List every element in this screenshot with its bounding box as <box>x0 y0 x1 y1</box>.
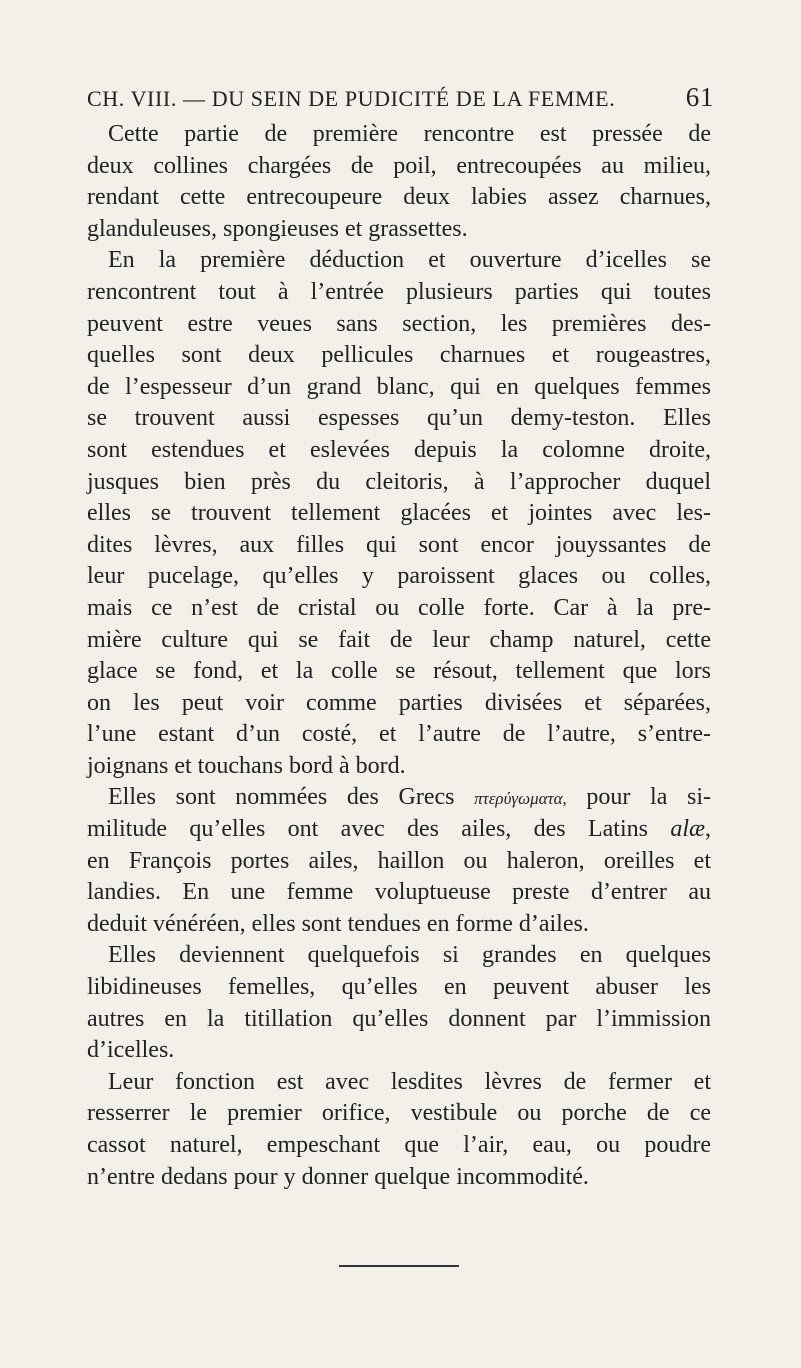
text-line: n’entre dedans pour y donner quelque incommodité. <box>87 1163 589 1190</box>
text-line: se trouvent aussi espesses qu’un demy-teston. Elles <box>87 405 711 432</box>
text-line: Leur fonction est avec lesdites lèvres de fermer et <box>108 1068 711 1095</box>
text-line: Elles deviennent quelquefois si grandes en quelques <box>108 942 711 969</box>
text-line: landies. En une femme voluptueuse preste d’entrer au <box>87 879 711 906</box>
text-segment: militude qu’elles ont avec des ailes, des Latins <box>87 816 671 843</box>
text-line: joignans et touchans bord à bord. <box>87 752 406 779</box>
text-line: rencontrent tout à l’entrée plusieurs parties qui toutes <box>87 278 711 305</box>
text-line: sont estendues et eslevées depuis la colomne droite, <box>87 436 711 463</box>
text-line <box>87 782 711 814</box>
text-line: elles se trouvent tellement glacées et jointes avec les- <box>87 500 711 527</box>
text-line: leur pucelage, qu’elles y paroissent glaces ou colles, <box>87 563 711 590</box>
page-number: 61 <box>685 82 714 112</box>
text-line: glanduleuses, spongieuses et grassettes. <box>87 215 468 242</box>
text-line: En la première déduction et ouverture d’icelles se <box>108 247 711 274</box>
text-line: d’icelles. <box>87 1037 175 1064</box>
text-segment: , <box>705 816 711 843</box>
latin-word: alæ <box>670 816 705 843</box>
greek-word: πτερύγωματα, <box>474 789 567 809</box>
text-line: jusques bien près du cleitoris, à l’approcher duquel <box>87 468 711 495</box>
text-line: cassot naturel, empeschant que l’air, eau, ou poudre <box>87 1132 711 1158</box>
running-head <box>87 82 714 113</box>
text-line: libidineuses femelles, qu’elles en peuvent abuser les <box>87 974 711 1001</box>
text-line: dites lèvres, aux filles qui sont encor jouyssantes de <box>87 531 711 558</box>
text-line: glace se fond, et la colle se résout, tellement que lors <box>87 658 711 685</box>
section-rule <box>339 1265 459 1267</box>
text-line: deux collines chargées de poil, entrecoupées au milieu, <box>87 152 711 179</box>
text-line: quelles sont deux pellicules charnues et rougeastres, <box>87 342 711 369</box>
text-line: mière culture qui se fait de leur champ naturel, cette <box>87 626 711 653</box>
text-line: on les peut voir comme parties divisées et séparées, <box>87 689 711 716</box>
text-line <box>87 814 711 846</box>
text-line: mais ce n’est de cristal ou colle forte. Car à la pre- <box>87 594 711 621</box>
text-line: l’une estant d’un costé, et l’autre de l’autre, s’entre- <box>87 721 711 748</box>
text-line: de l’espesseur d’un grand blanc, qui en quelques femmes <box>87 373 711 400</box>
text-line: Cette partie de première rencontre est pressée de <box>108 121 711 147</box>
chapter-title: CH. VIII. — DU SEIN DE PUDICITÉ DE LA FEMME. <box>87 86 616 111</box>
text-segment: pour la si- <box>566 784 712 811</box>
text-line: en François portes ailes, haillon ou haleron, oreilles et <box>87 847 711 874</box>
body-text <box>87 119 711 1193</box>
text-line: peuvent estre veues sans section, les premières des- <box>87 310 711 337</box>
text-line: deduit vénéréen, elles sont tendues en forme d’ailes. <box>87 910 589 937</box>
text-line: resserrer le premier orifice, vestibule ou porche de ce <box>87 1100 711 1127</box>
text-line: autres en la titillation qu’elles donnent par l’immission <box>87 1005 711 1032</box>
text-segment: Elles sont nommées des Grecs <box>108 784 475 811</box>
text-line: rendant cette entrecoupeure deux labies assez charnues, <box>87 184 711 211</box>
